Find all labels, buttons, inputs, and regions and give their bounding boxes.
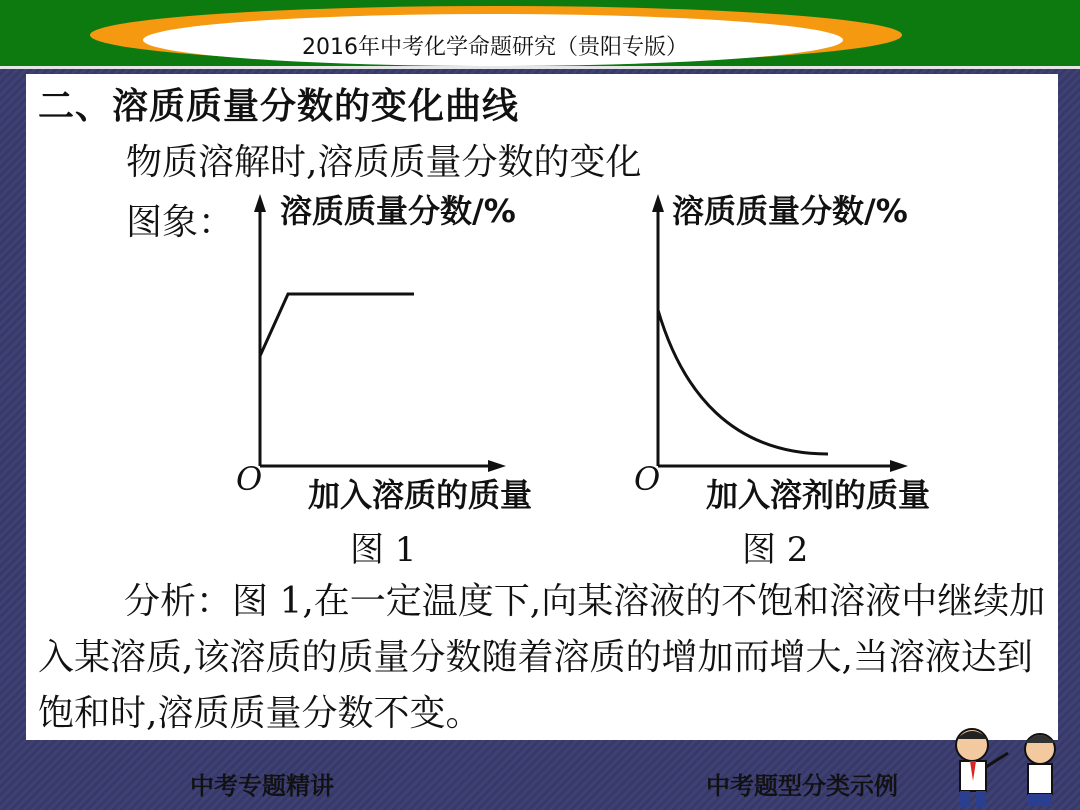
- footer-link-examples[interactable]: 中考题型分类示例: [706, 772, 898, 800]
- student-mascot-icon: [930, 705, 1080, 810]
- figure-1: [234, 182, 614, 522]
- figure-2: [632, 182, 1012, 522]
- header-bar: [0, 0, 1080, 69]
- figure-1-ylabel: 溶质质量分数/%: [280, 192, 516, 230]
- analysis-text: 分析：图 1,在一定温度下,向某溶液的不饱和溶液中继续加入某溶质,该溶质的质量分数随着溶质的增加而增大,当溶液达到饱和时,溶质质量分数不变。: [38, 581, 1046, 734]
- figure-1-curve: [260, 294, 414, 356]
- footer-link-topic[interactable]: 中考专题精讲: [190, 772, 334, 800]
- slide-content: [26, 74, 1058, 740]
- figure-1-caption: 图 1: [350, 530, 417, 570]
- image-label: 图象：: [126, 202, 235, 243]
- figure-1-y-arrow: [254, 194, 266, 212]
- figure-2-origin: O: [634, 460, 661, 498]
- intro-text: 物质溶解时,溶质质量分数的变化: [126, 142, 642, 183]
- header-title: 2016年中考化学命题研究（贵阳专版）: [302, 35, 688, 60]
- figure-2-ylabel: 溶质质量分数/%: [672, 192, 908, 230]
- figure-1-origin: O: [236, 460, 263, 498]
- figure-2-y-arrow: [652, 194, 664, 212]
- figure-2-curve: [658, 310, 828, 454]
- figure-1-xlabel: 加入溶质的质量: [308, 476, 533, 514]
- section-heading: 二、溶质质量分数的变化曲线: [38, 86, 520, 127]
- figure-2-caption: 图 2: [742, 530, 809, 570]
- figure-2-xlabel: 加入溶剂的质量: [706, 476, 931, 514]
